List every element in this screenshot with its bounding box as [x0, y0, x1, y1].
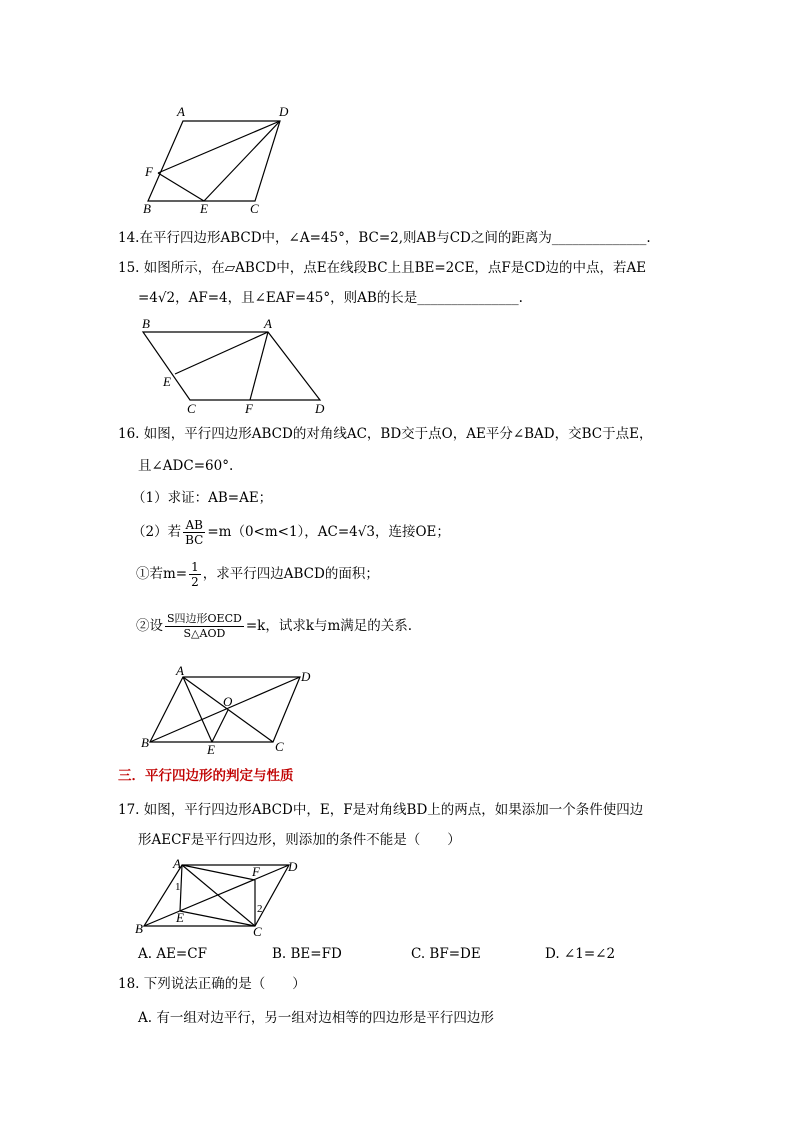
- question-14: 14.在平行四边形ABCD中，∠A=45°，BC=2,则AB与CD之间的距离为______________.: [118, 230, 651, 246]
- question-17-line1: 17. 如图，平行四边形ABCD中，E，F是对角线BD上的两点，如果添加一个条件使四边: [118, 802, 644, 818]
- label-E: E: [207, 742, 215, 757]
- question-18: 18. 下列说法正确的是（ ）: [118, 976, 306, 992]
- section-heading: 三．平行四边形的判定与性质: [118, 768, 294, 784]
- label-F: F: [145, 164, 153, 179]
- label-B: B: [135, 921, 143, 936]
- label-A: A: [173, 856, 181, 871]
- label-F: F: [245, 401, 253, 416]
- question-14-text: 14.在平行四边形ABCD中，∠A=45°，BC=2,则AB与CD之间的距离为: [118, 230, 552, 246]
- question-15-line2: =4√2，AF=4，且∠EAF=45°，则AB的长是_______________.: [138, 290, 523, 306]
- figure-q15: [138, 314, 338, 420]
- label-A: A: [264, 316, 272, 331]
- question-16-line1: 16. 如图，平行四边形ABCD的对角线AC，BD交于点O，AE平分∠BAD，交BC于点E，: [118, 426, 653, 442]
- question-16-sub2: ②设 $\frac{\text{S四边形OECD}}{\text{S△AOD}}$ =k，试求k与m满足的关系.: [136, 612, 413, 640]
- fraction-one-half: $\frac{1}{2}$: [191, 560, 199, 589]
- question-16-sub1: ①若m= $\frac{1}{2}$ ，求平行四边ABCD的面积；: [136, 560, 379, 589]
- label-A: A: [176, 663, 184, 678]
- label-C: C: [187, 401, 196, 416]
- label-B: B: [143, 201, 151, 216]
- question-16-part2: （2）若 $\frac{AB}{BC}$ =m（0<m<1），AC=4√3，连接OE；: [132, 518, 450, 547]
- label-F: F: [252, 864, 260, 879]
- question-15-line1: 15. 如图所示，在▱ABCD中，点E在线段BC上且BE=2CE，点F是CD边的中点，若AE: [118, 260, 647, 276]
- label-angle-2: 2: [257, 903, 263, 915]
- label-B: B: [142, 316, 150, 331]
- option-c: C. BF=DE: [411, 946, 481, 962]
- figure-q17: [132, 856, 312, 938]
- label-D: D: [301, 669, 311, 684]
- label-E: E: [176, 910, 184, 925]
- question-16-part1: （1）求证：AB=AE；: [132, 490, 273, 506]
- question-17-line2: 形AECF是平行四边形，则添加的条件不能是（ ）: [138, 832, 461, 848]
- label-angle-1: 1: [175, 881, 181, 893]
- label-E: E: [200, 201, 208, 216]
- label-D: D: [315, 401, 325, 416]
- fraction-ab-bc: $\frac{AB}{BC}$: [185, 518, 204, 547]
- label-C: C: [253, 924, 262, 938]
- label-A: A: [177, 104, 185, 119]
- question-18-option-a: A. 有一组对边平行，另一组对边相等的四边形是平行四边形: [138, 1010, 494, 1026]
- label-D: D: [288, 859, 298, 874]
- label-C: C: [250, 201, 259, 216]
- label-B: B: [141, 735, 149, 750]
- question-16-line2: 且∠ADC=60°.: [138, 458, 234, 474]
- label-D: D: [279, 104, 289, 119]
- option-a: A. AE=CF: [138, 946, 207, 962]
- label-C: C: [275, 739, 284, 754]
- label-O: O: [223, 694, 233, 709]
- answer-blank: _______________: [417, 290, 519, 306]
- figure-q13: [138, 100, 298, 218]
- answer-blank: ______________: [551, 230, 647, 246]
- figure-q16: [138, 662, 318, 758]
- fraction-area-ratio: $\frac{\text{S四边形OECD}}{\text{S△AOD}}$: [167, 612, 242, 640]
- option-d: D. ∠1=∠2: [545, 946, 616, 962]
- label-E: E: [163, 374, 171, 389]
- option-b: B. BE=FD: [272, 946, 342, 962]
